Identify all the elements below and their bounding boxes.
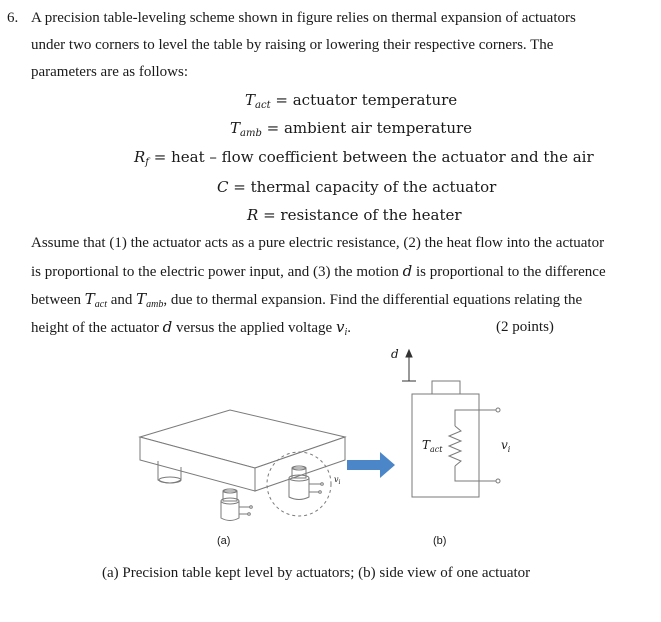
param-rf: $R_f$ = heat – flow coefficient between the actuator and the air <box>134 148 594 168</box>
intro-line-2: under two corners to level the table by raising or lowering their respective corners. The <box>31 37 554 53</box>
actuator-cap <box>432 381 460 394</box>
param-c: C = thermal capacity of the actuator <box>217 178 497 196</box>
resistor-zigzag <box>449 426 461 466</box>
transition-arrow <box>347 452 395 478</box>
intro-line-1: A precision table-leveling scheme shown in figure relies on thermal expansion of actuators <box>31 10 576 26</box>
vi-small-label: $v_i$ <box>334 475 341 486</box>
resistor-wire <box>455 410 496 426</box>
points-label: (2 points) <box>496 319 554 335</box>
terminal-top <box>496 408 500 412</box>
assumption-line-3: between $T_{act}$ and $T_{amb}$, due to thermal expansion. Find the differential equations relating the <box>31 290 583 310</box>
assumption-line-4: height of the actuator d versus the applied voltage $v_i$. <box>31 318 351 338</box>
param-t-amb: $T_{amb}$ = ambient air temperature <box>230 119 473 139</box>
front-actuator <box>221 489 252 521</box>
resistor-wire-bottom <box>455 466 496 481</box>
assumption-line-2: is proportional to the electric power input, and (3) the motion d is proportional to the difference <box>31 262 606 280</box>
d-arrow-head <box>406 350 412 357</box>
d-label: d <box>391 347 399 361</box>
tact-label: $T_{act}$ <box>422 438 443 454</box>
assumption-line-1: Assume that (1) the actuator acts as a pure electric resistance, (2) the heat flow into the actuator <box>31 235 605 251</box>
param-r: R = resistance of the heater <box>247 206 462 224</box>
intro-line-3: parameters are as follows: <box>31 64 189 80</box>
figure-label-a: (a) <box>217 535 231 547</box>
figure-caption: (a) Precision table kept level by actuators; (b) side view of one actuator <box>102 565 531 581</box>
problem-number: 6. <box>7 10 19 26</box>
param-t-act: $T_{act}$ = actuator temperature <box>245 91 458 111</box>
vi-label: $v_i$ <box>501 438 511 454</box>
terminal-bottom <box>496 479 500 483</box>
figure-label-b: (b) <box>433 535 447 547</box>
